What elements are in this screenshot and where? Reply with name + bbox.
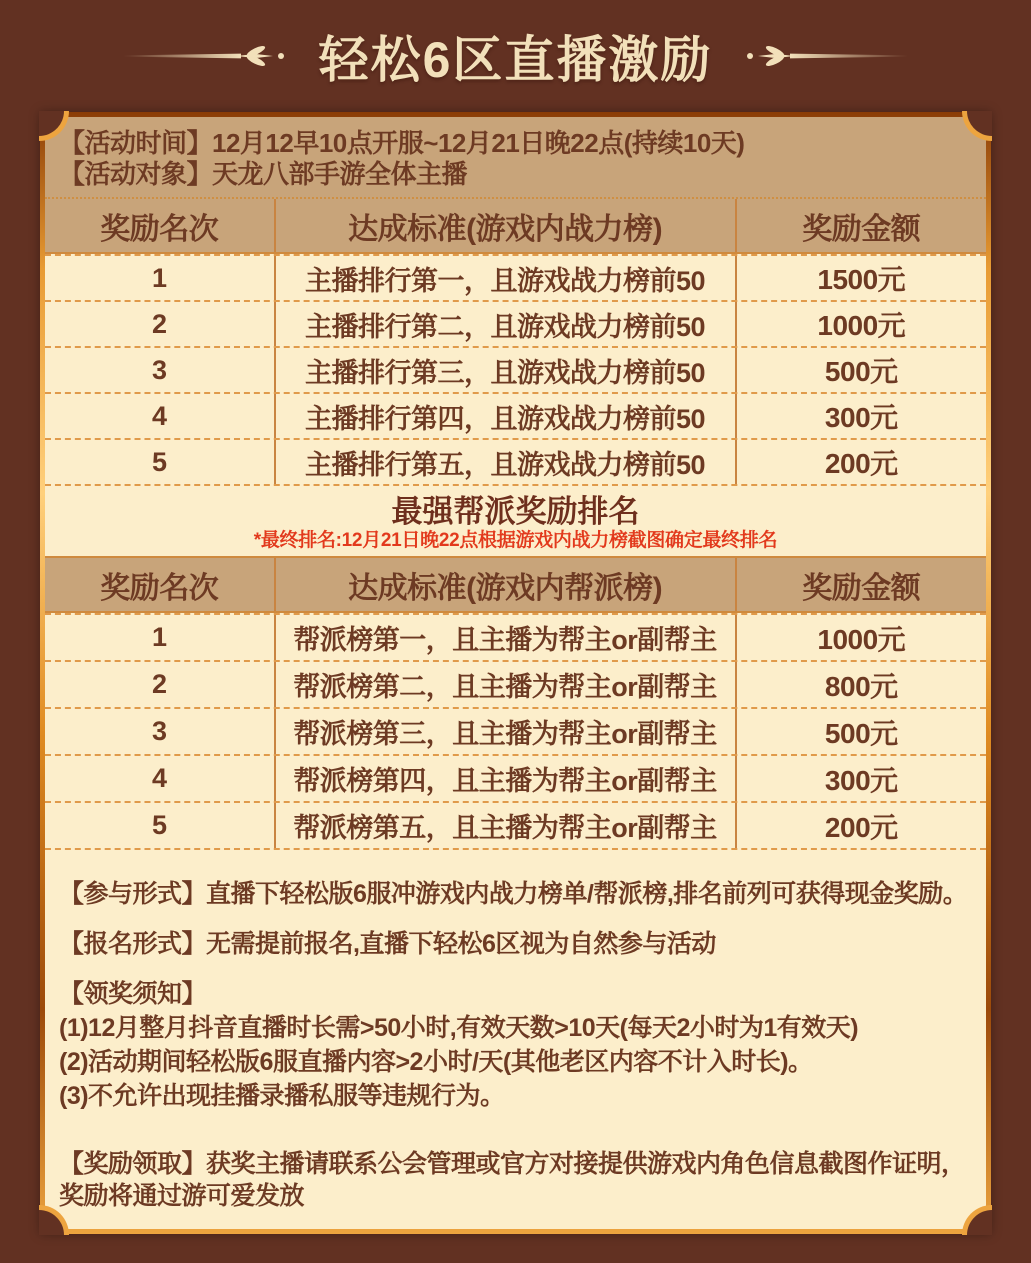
table-row [45, 801, 986, 848]
rules-notes-section [45, 850, 986, 1229]
title-bar [0, 0, 1031, 112]
rank-cell: 3 [45, 348, 276, 392]
rank-cell: 4 [45, 756, 276, 801]
amount-cell: 200元 [824, 811, 898, 843]
table-header-row [45, 197, 986, 254]
rank-cell: 5 [45, 803, 276, 848]
table-header-row [45, 556, 986, 613]
table-row [45, 392, 986, 438]
standard-cell: 帮派榜第一，且主播为帮主or副帮主 [276, 615, 737, 660]
activity-info-strip [45, 117, 986, 197]
standard-cell: 主播排行第四，且游戏战力榜前50 [276, 394, 737, 438]
event-panel [45, 117, 986, 1229]
rule-item: (1)12月整月抖音直播时长需>50小时,有效天数>10天(每天2小时为1有效天) [59, 1014, 859, 1042]
award-notice-title: 【领奖须知】 [59, 980, 207, 1008]
reward-claim-line2: 奖励将通过游可爱发放 [59, 1182, 305, 1210]
registration-note: 【报名形式】无需提前报名,直播下轻松6区视为自然参与活动 [59, 930, 716, 958]
table-row [45, 707, 986, 754]
event-panel-frame [40, 112, 991, 1234]
standard-cell: 主播排行第二，且游戏战力榜前50 [276, 302, 737, 346]
amount-cell: 200元 [824, 448, 898, 479]
rank-cell: 5 [45, 440, 276, 484]
standard-cell: 主播排行第一，且游戏战力榜前50 [276, 256, 737, 300]
table-row [45, 254, 986, 300]
header-cell-standard: 达成标准(游戏内战力榜) [276, 199, 737, 252]
table-row [45, 346, 986, 392]
rank-cell: 3 [45, 709, 276, 754]
header-cell-standard: 达成标准(游戏内帮派榜) [276, 558, 737, 611]
standard-cell: 帮派榜第三，且主播为帮主or副帮主 [276, 709, 737, 754]
amount-cell: 500元 [824, 717, 898, 749]
amount-cell: 300元 [824, 764, 898, 796]
amount-cell: 1500元 [817, 264, 906, 295]
table-row [45, 660, 986, 707]
guild-section-title: 最强帮派奖励排名 [391, 494, 640, 529]
table-row [45, 613, 986, 660]
amount-cell: 500元 [824, 356, 898, 387]
standard-cell: 主播排行第三，且游戏战力榜前50 [276, 348, 737, 392]
rank-cell: 1 [45, 256, 276, 300]
table-row [45, 300, 986, 346]
reward-claim-line1: 【奖励领取】获奖主播请联系公会管理或官方对接提供游戏内角色信息截图作证明， [59, 1150, 966, 1178]
right-line-ornament-icon [728, 43, 908, 69]
activity-time-text: 【活动时间】12月12早10点开服~12月21日晚22点(持续10天) [59, 128, 745, 158]
header-cell-rank: 奖励名次 [45, 199, 276, 252]
activity-target-text: 【活动对象】天龙八部手游全体主播 [59, 159, 468, 189]
guild-reward-section-header [45, 484, 986, 556]
participation-note: 【参与形式】直播下轻松版6服冲游戏内战力榜单/帮派榜,排名前列可获得现金奖励。 [59, 880, 968, 908]
left-line-ornament-icon [123, 43, 303, 69]
standard-cell: 帮派榜第四，且主播为帮主or副帮主 [276, 756, 737, 801]
rank-cell: 2 [45, 302, 276, 346]
guild-ranking-reward-table [45, 556, 986, 850]
rank-cell: 2 [45, 662, 276, 707]
standard-cell: 主播排行第五，且游戏战力榜前50 [276, 440, 737, 484]
amount-cell: 300元 [824, 402, 898, 433]
table-row [45, 438, 986, 484]
rule-item: (2)活动期间轻松版6服直播内容>2小时/天(其他老区内容不计入时长)。 [59, 1048, 813, 1076]
header-cell-amount: 奖励金额 [802, 212, 921, 246]
amount-cell: 1000元 [817, 623, 906, 655]
amount-cell: 800元 [824, 670, 898, 702]
rule-item: (3)不允许出现挂播录播私服等违规行为。 [59, 1082, 505, 1110]
table-row [45, 754, 986, 801]
header-cell-rank: 奖励名次 [45, 558, 276, 611]
rank-cell: 1 [45, 615, 276, 660]
standard-cell: 帮派榜第五，且主播为帮主or副帮主 [276, 803, 737, 848]
power-ranking-reward-table [45, 197, 986, 484]
header-cell-amount: 奖励金额 [802, 571, 921, 605]
reward-claim-note [59, 1148, 972, 1212]
final-ranking-note: *最终排名:12月21日晚22点根据游戏内战力榜截图确定最终排名 [253, 530, 778, 551]
rank-cell: 4 [45, 394, 276, 438]
standard-cell: 帮派榜第二，且主播为帮主or副帮主 [276, 662, 737, 707]
amount-cell: 1000元 [817, 310, 906, 341]
page-title: 轻松6区直播激励 [318, 32, 713, 88]
